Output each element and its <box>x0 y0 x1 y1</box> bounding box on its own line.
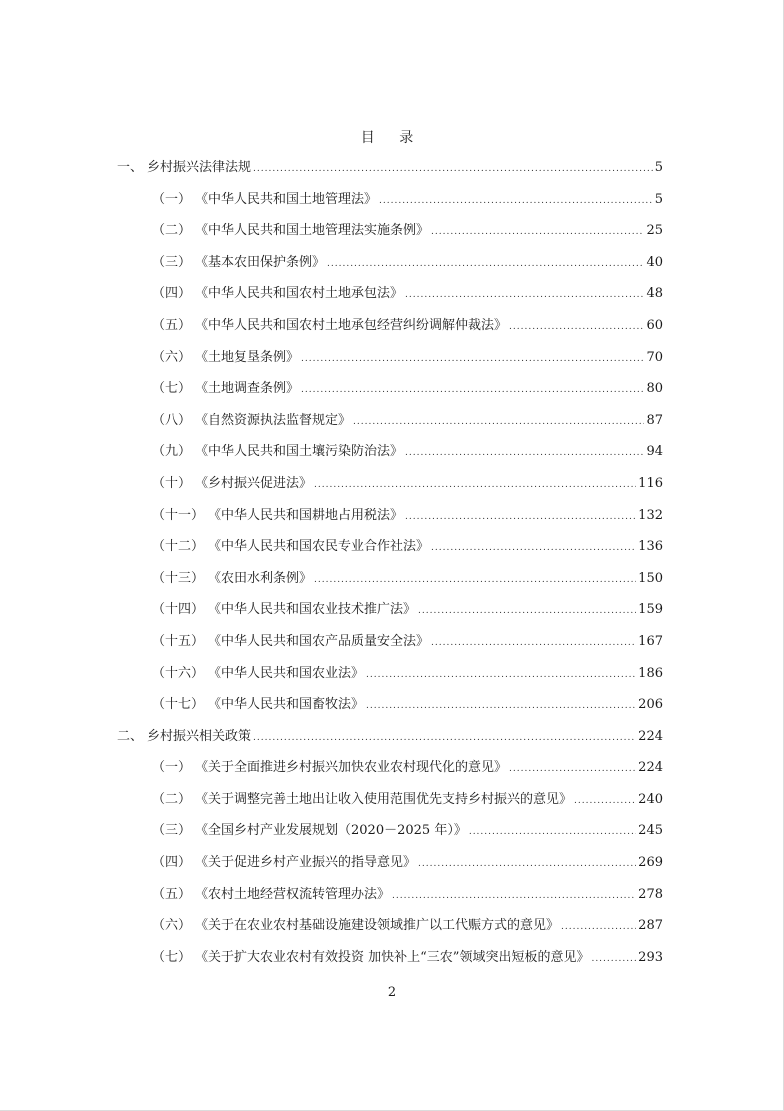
toc-entry-number: （八） <box>152 412 192 428</box>
toc-leader-dots <box>392 886 636 906</box>
toc-entry-title: 《中华人民共和国农村土地承包法》 <box>195 286 404 302</box>
toc-leader-dots <box>253 159 653 179</box>
toc-entry-number: （十三） <box>152 570 205 586</box>
toc-entry-number: （十二） <box>152 539 205 555</box>
toc-leader-dots <box>561 917 636 937</box>
toc-entry-title: 《中华人民共和国农业法》 <box>208 665 365 681</box>
toc-entry-page: 245 <box>638 823 663 839</box>
toc-entry-number: （六） <box>152 918 192 934</box>
toc-entry-title: 《关于调整完善土地出让收入使用范围优先支持乡村振兴的意见》 <box>195 791 573 807</box>
toc-entry-page: 293 <box>638 949 663 965</box>
page-number: 2 <box>387 985 397 1000</box>
toc-entry-title: 《中华人民共和国畜牧法》 <box>208 697 365 713</box>
toc-entry-title: 乡村振兴法律法规 <box>147 160 252 175</box>
toc-entry-title: 《中华人民共和国土地管理法》 <box>195 191 378 207</box>
toc-entry-page: 48 <box>646 286 663 302</box>
toc-leader-dots <box>405 507 636 527</box>
toc-entry-number: （三） <box>152 823 192 839</box>
toc-leader-dots <box>431 538 636 558</box>
toc-leader-dots <box>431 222 644 242</box>
table-of-contents <box>117 158 663 979</box>
toc-entry[interactable] <box>117 253 663 285</box>
toc-entry-number: （四） <box>152 855 192 871</box>
toc-entry-number: （十五） <box>152 633 205 649</box>
toc-leader-dots <box>431 633 636 653</box>
toc-entry-page: 116 <box>638 475 663 491</box>
toc-entry[interactable] <box>117 853 663 885</box>
toc-entry-page: 136 <box>638 539 663 555</box>
toc-leader-dots <box>574 791 636 811</box>
toc-entry-page: 206 <box>638 697 663 713</box>
toc-entry-page: 25 <box>646 223 663 239</box>
toc-title: 目 录 <box>360 130 424 146</box>
toc-entry[interactable] <box>117 695 663 727</box>
toc-entry-number: （一） <box>152 760 192 776</box>
toc-entry-title: 《中华人民共和国耕地占用税法》 <box>208 507 404 523</box>
toc-entry-number: （七） <box>152 949 192 965</box>
toc-entry-title: 《中华人民共和国土地管理法实施条例》 <box>195 223 430 239</box>
toc-entry-number: （三） <box>152 254 192 270</box>
toc-entry-number: 一、 <box>117 160 144 175</box>
toc-leader-dots <box>314 475 636 495</box>
toc-entry-page: 132 <box>638 507 663 523</box>
toc-entry[interactable] <box>117 885 663 917</box>
toc-entry-title: 《关于在农业农村基础设施建设领域推广以工代赈方式的意见》 <box>195 918 560 934</box>
toc-entry-page: 167 <box>638 633 663 649</box>
toc-entry[interactable] <box>117 948 663 980</box>
toc-entry[interactable] <box>117 758 663 790</box>
toc-leader-dots <box>418 854 636 874</box>
toc-leader-dots <box>405 443 644 463</box>
toc-entry-number: （四） <box>152 286 192 302</box>
toc-entry-number: （十一） <box>152 507 205 523</box>
toc-leader-dots <box>379 191 653 211</box>
toc-entry[interactable] <box>117 569 663 601</box>
toc-entry-title: 乡村振兴相关政策 <box>147 728 252 744</box>
toc-entry-title: 《基本农田保护条例》 <box>195 254 326 270</box>
toc-leader-dots <box>405 285 644 305</box>
toc-entry[interactable] <box>117 316 663 348</box>
toc-entry-title: 《中华人民共和国土壤污染防治法》 <box>195 444 404 460</box>
toc-section-entry[interactable] <box>117 727 663 759</box>
toc-entry-page: 269 <box>638 855 663 871</box>
toc-entry[interactable] <box>117 537 663 569</box>
toc-entry-page: 60 <box>646 317 663 333</box>
toc-entry-number: （二） <box>152 791 192 807</box>
toc-entry[interactable] <box>117 348 663 380</box>
toc-entry-title: 《乡村振兴促进法》 <box>195 475 313 491</box>
toc-entry-page: 87 <box>646 412 663 428</box>
toc-leader-dots <box>253 728 636 748</box>
toc-entry-title: 《关于全面推进乡村振兴加快农业农村现代化的意见》 <box>195 760 508 776</box>
toc-entry-number: （九） <box>152 444 192 460</box>
toc-entry-page: 224 <box>638 760 663 776</box>
toc-entry-title: 《全国乡村产业发展规划（2020－2025 年）》 <box>195 823 467 839</box>
toc-entry[interactable] <box>117 506 663 538</box>
toc-leader-dots <box>509 317 644 337</box>
toc-entry-page: 94 <box>646 444 663 460</box>
toc-entry[interactable] <box>117 474 663 506</box>
toc-leader-dots <box>591 949 636 969</box>
toc-leader-dots <box>366 665 636 685</box>
toc-leader-dots <box>301 380 644 400</box>
toc-entry-title: 《中华人民共和国农村土地承包经营纠纷调解仲裁法》 <box>195 317 508 333</box>
toc-entry[interactable] <box>117 379 663 411</box>
toc-entry-title: 《自然资源执法监督规定》 <box>195 412 352 428</box>
toc-entry-page: 159 <box>638 602 663 618</box>
toc-entry-number: （六） <box>152 349 192 365</box>
toc-entry-page: 80 <box>646 381 663 397</box>
toc-entry[interactable] <box>117 221 663 253</box>
toc-entry[interactable] <box>117 442 663 474</box>
toc-leader-dots <box>301 349 644 369</box>
toc-entry-number: （五） <box>152 317 192 333</box>
toc-entry-number: （十七） <box>152 697 205 713</box>
toc-entry[interactable] <box>117 821 663 853</box>
toc-entry-title: 《土地复垦条例》 <box>195 349 300 365</box>
toc-entry[interactable] <box>117 632 663 664</box>
toc-entry-page: 186 <box>638 665 663 681</box>
toc-entry-page: 150 <box>638 570 663 586</box>
toc-entry-number: 二、 <box>117 728 144 744</box>
toc-entry-number: （十四） <box>152 602 205 618</box>
toc-leader-dots <box>366 696 636 716</box>
toc-entry[interactable] <box>117 411 663 443</box>
toc-entry-title: 《土地调查条例》 <box>195 381 300 397</box>
toc-entry-page: 240 <box>638 791 663 807</box>
toc-entry-title: 《农村土地经营权流转管理办法》 <box>195 886 391 902</box>
toc-entry-page: 5 <box>654 191 663 207</box>
toc-entry-title: 《中华人民共和国农产品质量安全法》 <box>208 633 430 649</box>
toc-entry[interactable] <box>117 790 663 822</box>
toc-entry-title: 《关于扩大农业农村有效投资 加快补上“三农”领域突出短板的意见》 <box>195 949 590 965</box>
toc-entry-title: 《农田水利条例》 <box>208 570 313 586</box>
toc-entry-page: 70 <box>646 349 663 365</box>
toc-entry-number: （十六） <box>152 665 205 681</box>
toc-section-entry[interactable] <box>117 158 663 190</box>
toc-entry[interactable] <box>117 190 663 222</box>
toc-leader-dots <box>314 570 636 590</box>
toc-entry-page: 278 <box>638 886 663 902</box>
toc-entry-page: 5 <box>654 160 663 175</box>
toc-entry-number: （五） <box>152 886 192 902</box>
toc-leader-dots <box>418 601 636 621</box>
toc-entry-title: 《中华人民共和国农民专业合作社法》 <box>208 539 430 555</box>
toc-entry[interactable] <box>117 664 663 696</box>
toc-entry-number: （二） <box>152 223 192 239</box>
toc-leader-dots <box>327 254 644 274</box>
toc-entry[interactable] <box>117 916 663 948</box>
toc-leader-dots <box>469 822 636 842</box>
toc-entry-number: （一） <box>152 191 192 207</box>
toc-entry-title: 《中华人民共和国农业技术推广法》 <box>208 602 417 618</box>
toc-entry-number: （七） <box>152 381 192 397</box>
toc-entry-number: （十） <box>152 475 192 491</box>
toc-entry[interactable] <box>117 284 663 316</box>
toc-entry[interactable] <box>117 600 663 632</box>
toc-entry-title: 《关于促进乡村产业振兴的指导意见》 <box>195 855 417 871</box>
toc-entry-page: 40 <box>646 254 663 270</box>
toc-leader-dots <box>353 412 644 432</box>
toc-entry-page: 287 <box>638 918 663 934</box>
toc-leader-dots <box>509 759 636 779</box>
toc-entry-page: 224 <box>638 728 663 744</box>
